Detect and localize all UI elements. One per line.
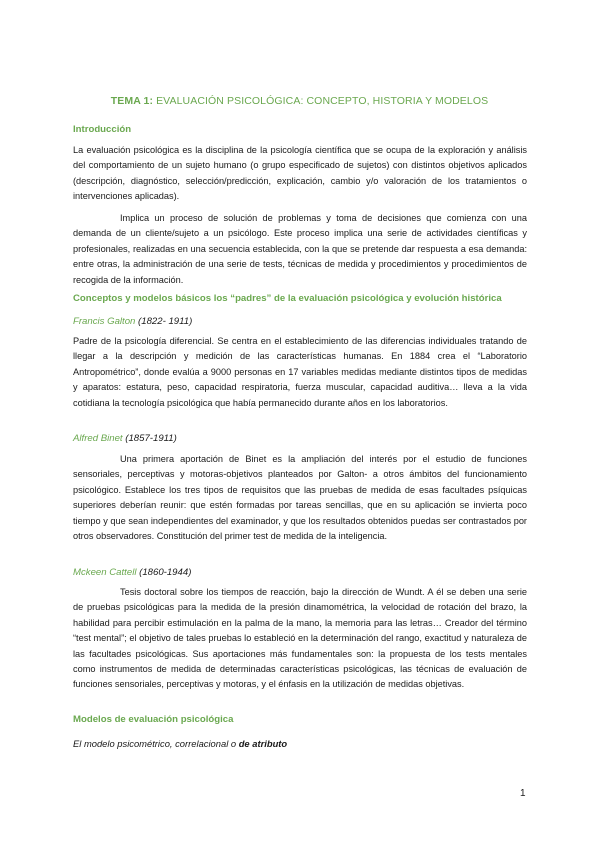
- galton-years: (1822- 1911): [135, 316, 193, 327]
- models-heading: Modelos de evaluación psicológica: [73, 714, 234, 725]
- binet-paragraph: Una primera aportación de Binet es la ampliación del interés por el estudio de funciones sensoriales, perceptivas y motoras-objetivos planteados por Galton- a otros ámbitos del funcionamiento psicológico. Establece los tres tipos de requisitos que las pruebas de medida de esas facultades psíquicas superiores deberían reunir: que estén formadas por tareas sencillas, que en su aplicación se invierta poco tiempo y que sean independientes del examinador, y que los resultados obtenidos puedas ser contrastados por otros observadores. Constitución del primer test de medida de la inteligencia.: [73, 454, 527, 542]
- intro-paragraph-1: La evaluación psicológica es la disciplina de la psicología científica que se ocupa de la exploración y análisis del comportamiento de un sujeto humano (o grupo especificado de sujetos) con distintos objetivos aplicados (descripción, diagnóstico, selección/predicción, explicación, cambio y/o valoración de los tratamientos o intervenciones aplicadas).: [73, 145, 527, 202]
- document-title: [0, 95, 599, 107]
- binet-years: (1857-1911): [122, 433, 177, 444]
- model-subheading: [73, 738, 287, 749]
- model-subheading-text: El modelo psicométrico, correlacional o: [73, 738, 239, 749]
- author-binet: [73, 433, 177, 444]
- galton-name: Francis Galton: [73, 316, 136, 327]
- cattell-name: Mckeen Cattell: [73, 567, 137, 578]
- model-subheading-bold: de atributo: [238, 738, 288, 749]
- title-text: EVALUACIÓN PSICOLÓGICA: CONCEPTO, HISTORIA Y MODELOS: [153, 95, 489, 107]
- author-cattell: [73, 567, 191, 578]
- page-number: 1: [520, 788, 526, 799]
- author-galton: [73, 316, 192, 327]
- galton-paragraph: Padre de la psicología diferencial. Se centra en el establecimiento de las diferencias individuales tratando de llegar a la descripción y medición de las características humanas. En 1884 crea el “Laboratorio Antropométrico”, donde evalúa a 9000 personas en 17 variables medidas mediante distintos tipos de medidas y aparatos: estatura, peso, capacidad respiratoria, fuerza muscular, capacidad auditiva… lleva a la vida cotidiana la tecnología psicológica que había permanecido durante años en los laboratorios.: [73, 336, 527, 408]
- title-prefix: TEMA 1:: [110, 95, 154, 107]
- binet-name: Alfred Binet: [73, 433, 123, 444]
- intro-paragraph-2: Implica un proceso de solución de problemas y toma de decisiones que comienza con una demanda de un cliente/sujeto a un psicólogo. Este proceso implica una serie de actividades científicas y profesionales, realizadas en una secuencia establecida, con la que se pretende dar respuesta a esa demanda: entre otras, la administración de una serie de tests, técnicas de medida y procedimientos y procedimientos de recogida de la información.: [73, 213, 527, 285]
- concepts-heading: Conceptos y modelos básicos los “padres” de la evaluación psicológica y evolución histórica: [73, 293, 502, 304]
- intro-heading: Introducción: [73, 124, 132, 135]
- cattell-years: (1860-1944): [136, 567, 192, 578]
- cattell-paragraph: Tesis doctoral sobre los tiempos de reacción, bajo la dirección de Wundt. A él se deben una serie de pruebas psicológicas para la medida de la presión dinamométrica, la velocidad de rotación del brazo, la habilidad para percibir estimulación en la palma de la mano, la memoria para las letras… Creador del término “test mental”; el objetivo de tales pruebas lo estableció en la determinación del rango, exactitud y naturaleza de las facultades psicológicas. Sus aportaciones más fundamentales son: la propuesta de los tests mentales como instrumentos de medida de determinadas características psicológicas, las técnicas de evaluación de funciones sensoriales, perceptivas y motoras, y el énfasis en la utilización de medidas objetivas.: [73, 587, 527, 690]
